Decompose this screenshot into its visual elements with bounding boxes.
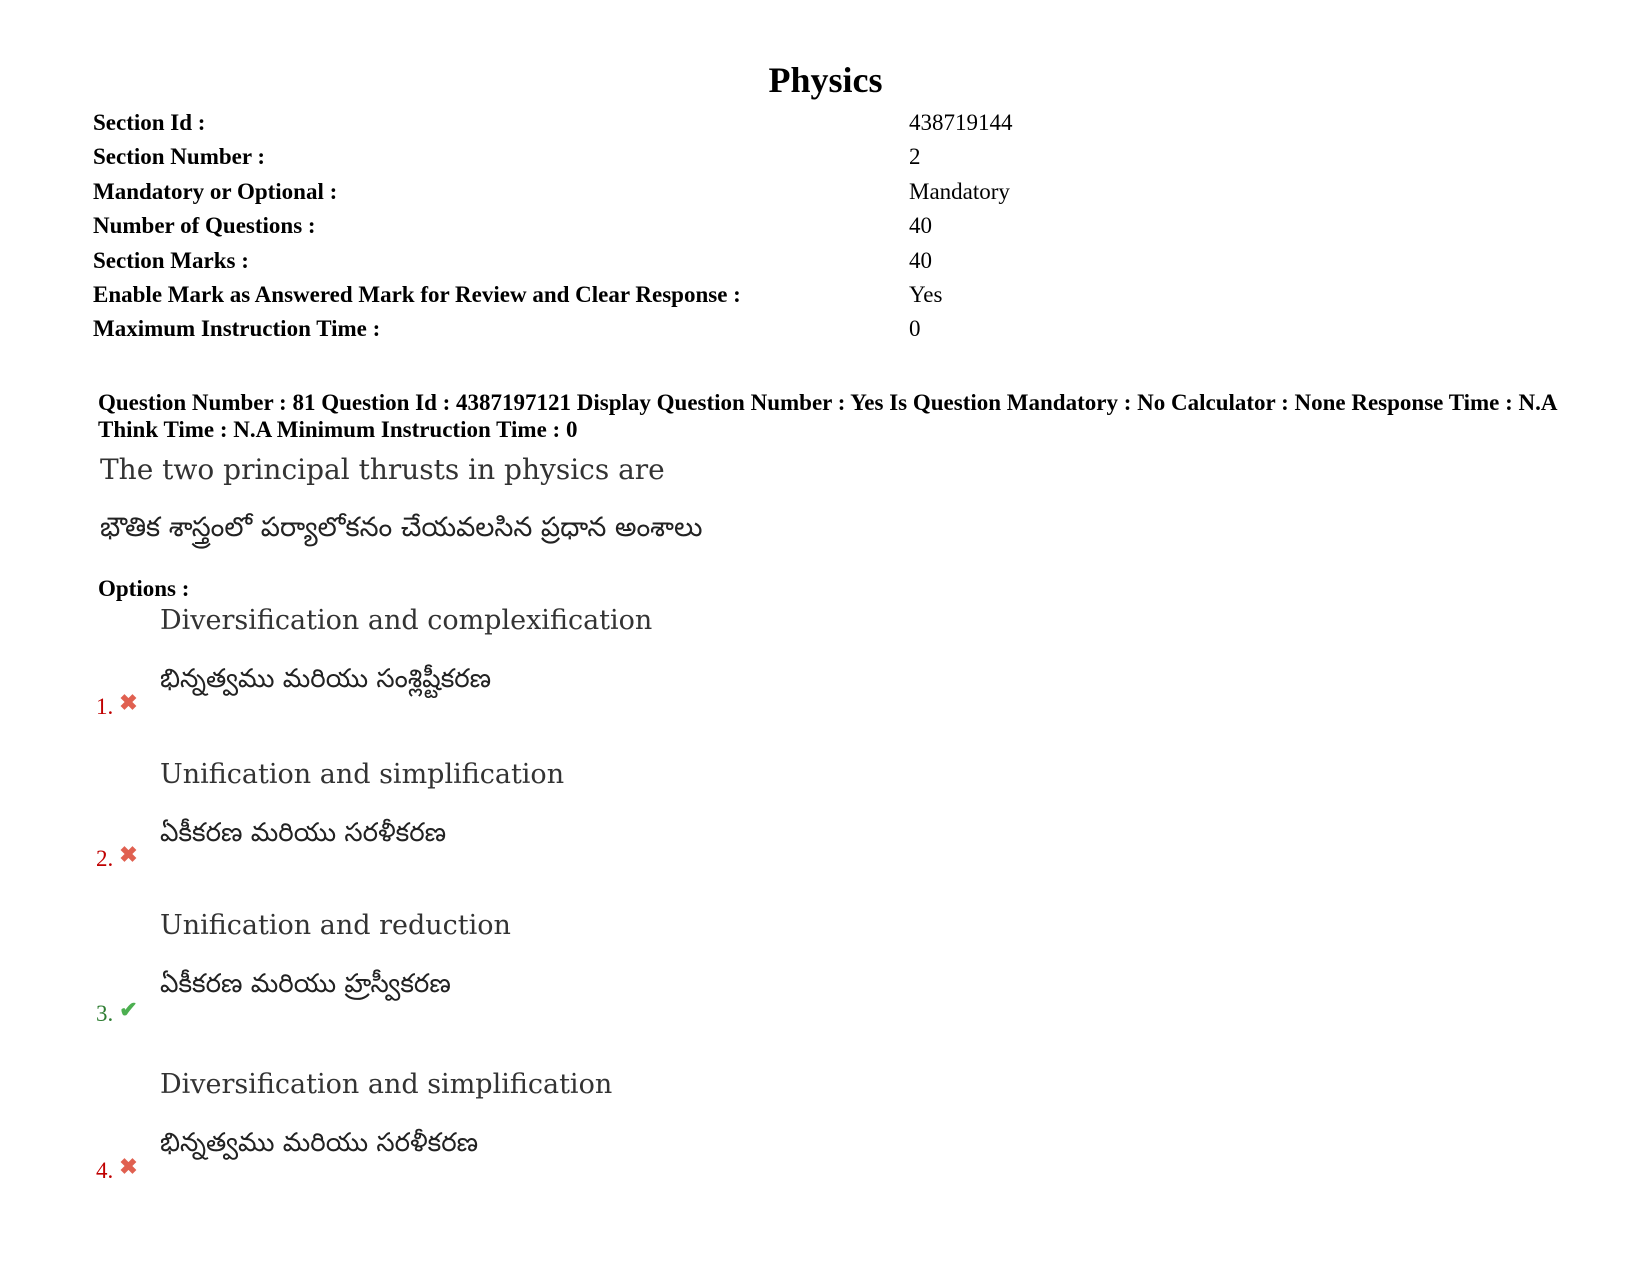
max-instruction-time-row — [93, 312, 1493, 346]
option-number — [96, 690, 138, 721]
option-text-english: Diversification and simplification — [160, 1069, 613, 1100]
cross-icon: ✖ — [119, 1154, 138, 1179]
field-label: Section Marks : — [93, 247, 249, 273]
field-value: 40 — [909, 247, 932, 273]
option-text-english: Unification and reduction — [160, 910, 511, 941]
option-number — [96, 1154, 138, 1185]
option-number-label: 1. — [96, 694, 114, 719]
mandatory-row — [93, 175, 1493, 209]
option-text-english: Diversification and complexification — [160, 605, 653, 636]
section-number-row — [93, 140, 1493, 174]
field-value: 2 — [909, 144, 921, 170]
section-title: Physics — [768, 60, 883, 100]
section-marks-row — [93, 244, 1493, 278]
option-number — [96, 997, 138, 1028]
options-label: Options : — [98, 576, 190, 601]
field-label: Mandatory or Optional : — [93, 178, 338, 204]
field-label: Maximum Instruction Time : — [93, 316, 381, 342]
enable-mark-row — [93, 278, 1493, 312]
question-header: Question Number : 81 Question Id : 4387197121 Display Question Number : Yes Is Question Mandatory : No Calculator : None Response Time : N.A Think Time : N.A Minimum Instruction Time : 0 — [98, 390, 1557, 442]
field-value: 0 — [909, 316, 921, 342]
option-number-label: 4. — [96, 1158, 114, 1183]
check-icon: ✔ — [119, 997, 138, 1022]
option-number-label: 2. — [96, 846, 114, 871]
option-number — [96, 842, 138, 873]
number-of-questions-row — [93, 209, 1493, 243]
option-text-telugu: ఏకీకరణ మరియు హ్రస్వీకరణ — [160, 969, 451, 999]
question-text-english: The two principal thrusts in physics are — [100, 453, 665, 486]
field-label: Number of Questions : — [93, 213, 316, 239]
field-value: Yes — [909, 281, 943, 307]
field-value: 40 — [909, 213, 932, 239]
option-text-telugu: భిన్నత్వము మరియు సంశ్లిష్టీకరణ — [160, 664, 492, 694]
option-number-label: 3. — [96, 1001, 114, 1026]
option-text-telugu: ఏకీకరణ మరియు సరళీకరణ — [160, 818, 447, 848]
cross-icon: ✖ — [119, 690, 138, 715]
section-info-table — [93, 106, 1493, 347]
section-id-row — [93, 106, 1493, 140]
option-text-telugu: భిన్నత్వము మరియు సరళీకరణ — [160, 1128, 479, 1158]
option-text-english: Unification and simplification — [160, 759, 565, 790]
field-label: Section Id : — [93, 110, 206, 135]
field-value: 438719144 — [909, 110, 1013, 135]
question-text — [100, 452, 702, 546]
cross-icon: ✖ — [119, 842, 138, 867]
field-label: Section Number : — [93, 144, 266, 170]
field-label: Enable Mark as Answered Mark for Review and Clear Response : — [93, 281, 741, 307]
question-text-telugu: భౌతిక శాస్త్రంలో పర్యాలోకనం చేయవలసిన ప్రధాన అంశాలు — [100, 512, 703, 543]
field-value: Mandatory — [909, 178, 1010, 204]
